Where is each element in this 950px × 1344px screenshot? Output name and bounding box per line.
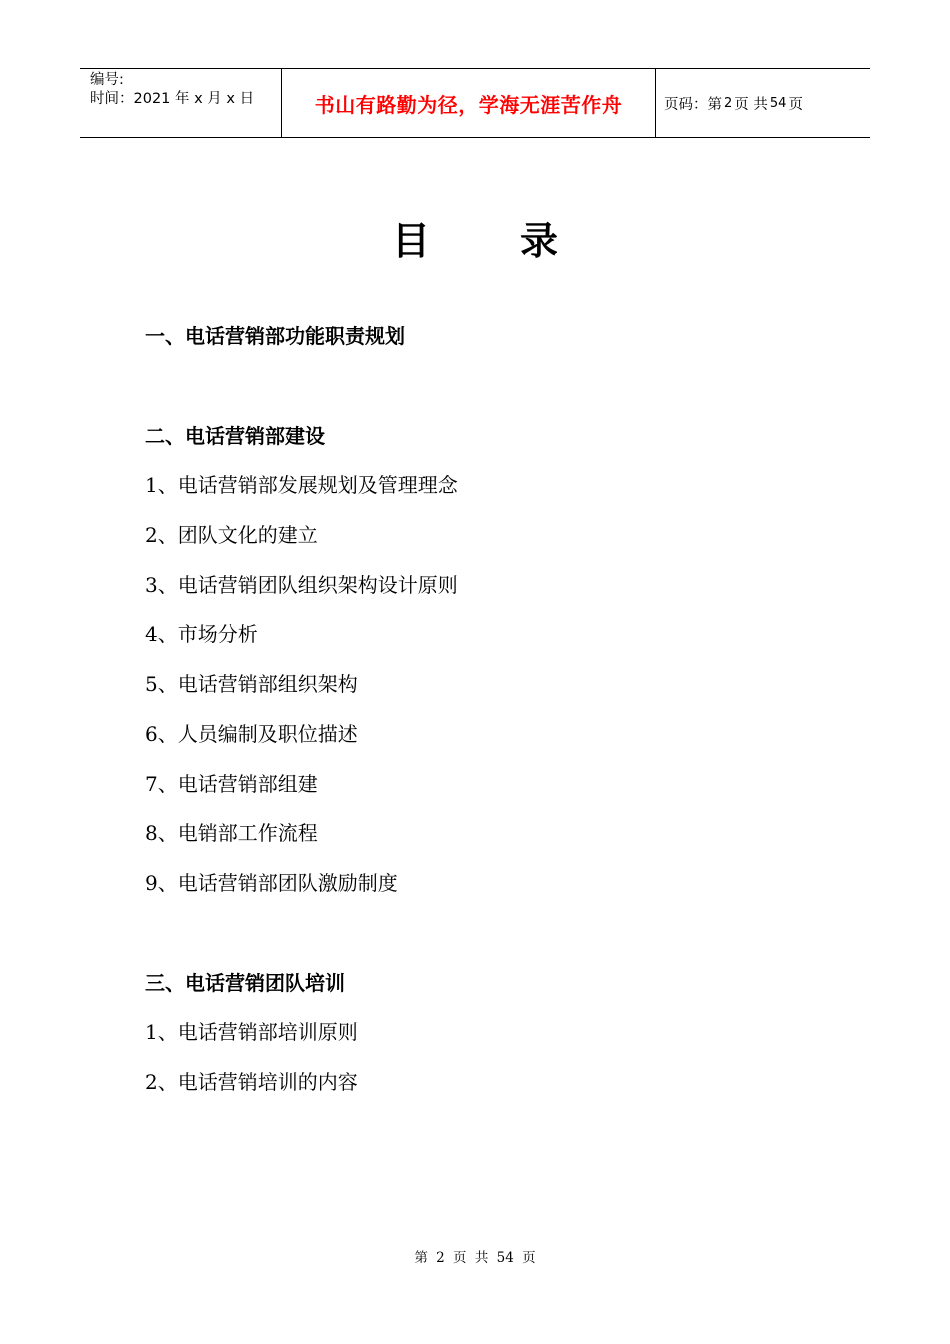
toc-item: 2、团队文化的建立 bbox=[145, 523, 318, 547]
header-motto: 书山有路勤为径，学海无涯苦作舟 bbox=[282, 69, 656, 137]
toc-title: 目录 bbox=[391, 219, 648, 263]
header-code: 编号: bbox=[90, 72, 124, 88]
toc-item: 8、电销部工作流程 bbox=[145, 821, 318, 845]
toc-item: 4、市场分析 bbox=[145, 622, 258, 646]
toc-section-2: 二、电话营销部建设 bbox=[145, 424, 325, 448]
header-page-mid: 页 共 bbox=[734, 96, 768, 113]
header-page-number bbox=[656, 69, 870, 137]
header-page-suffix: 页 bbox=[788, 96, 803, 113]
header-meta bbox=[80, 69, 282, 137]
toc-item: 1、电话营销部培训原则 bbox=[145, 1020, 358, 1044]
header-page-prefix: 页码：第 bbox=[664, 96, 722, 113]
toc-section-3: 三、电话营销团队培训 bbox=[145, 971, 345, 995]
header-time: 时间：2021 年 x 月 x 日 bbox=[90, 91, 255, 107]
toc-item: 5、电话营销部组织架构 bbox=[145, 672, 358, 696]
page-footer: 第 2 页 共 54 页 bbox=[414, 1250, 536, 1266]
toc-item: 9、电话营销部团队激励制度 bbox=[145, 871, 398, 895]
toc-item: 7、电话营销部组建 bbox=[145, 772, 318, 796]
toc-section-1: 一、电话营销部功能职责规划 bbox=[145, 324, 405, 348]
toc-item: 2、电话营销培训的内容 bbox=[145, 1070, 358, 1094]
toc-item: 3、电话营销团队组织架构设计原则 bbox=[145, 573, 458, 597]
toc-item: 1、电话营销部发展规划及管理理念 bbox=[145, 473, 458, 497]
header-page-current: 2 bbox=[724, 95, 733, 111]
page-header bbox=[80, 68, 870, 138]
header-page-total: 54 bbox=[769, 95, 787, 111]
toc-item: 6、人员编制及职位描述 bbox=[145, 722, 358, 746]
